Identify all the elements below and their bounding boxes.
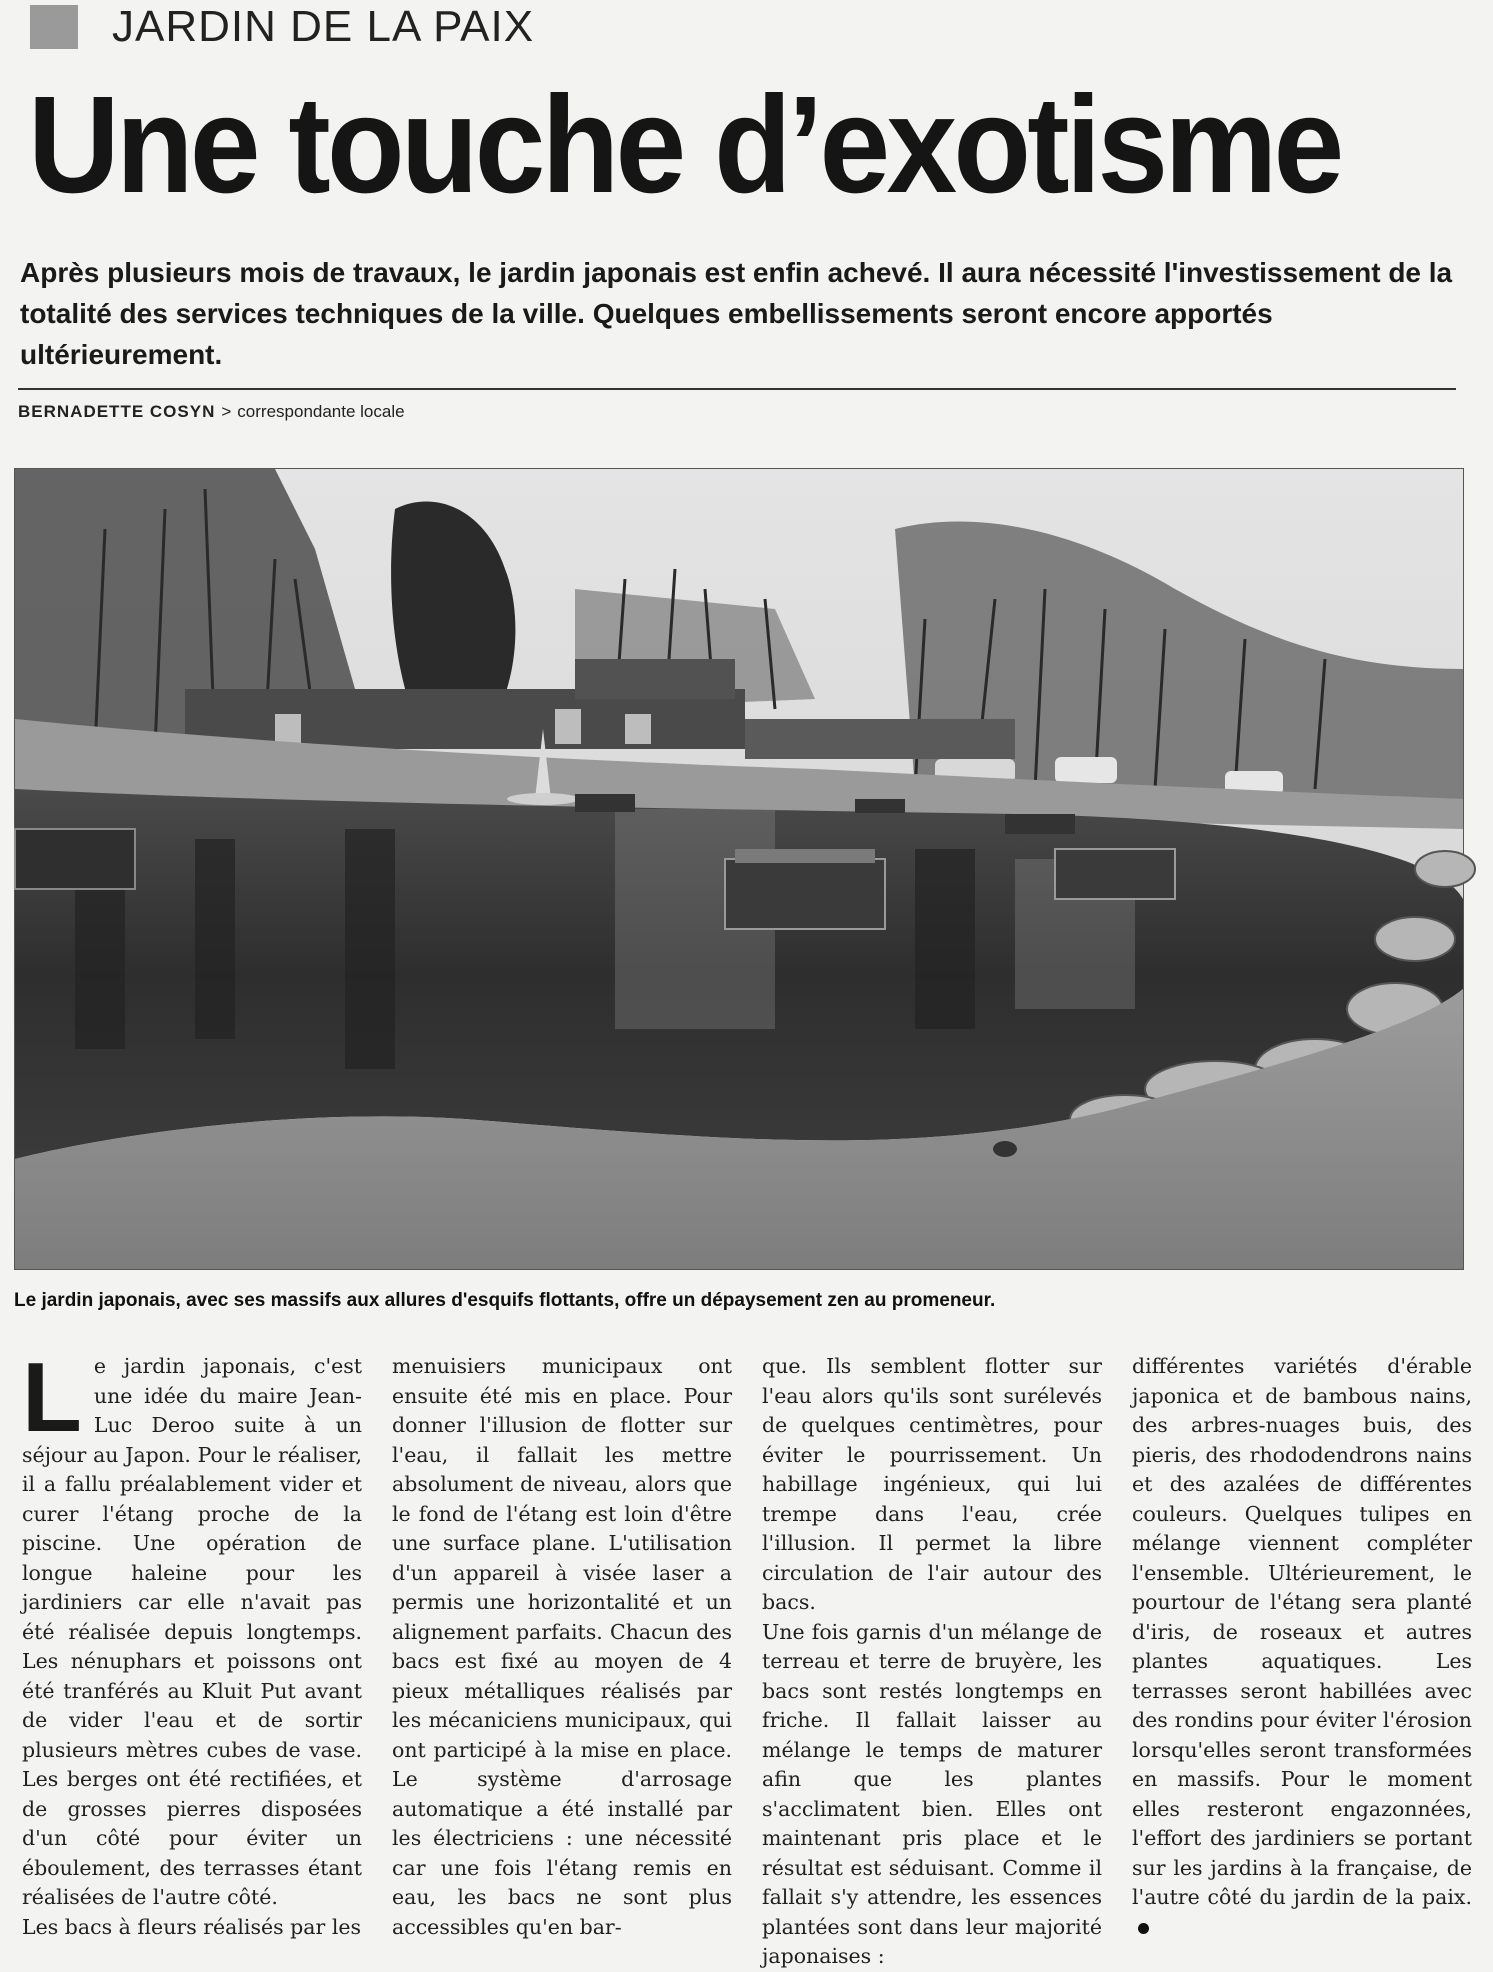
dropcap: L bbox=[22, 1342, 82, 1452]
headline: Une touche d’exotisme bbox=[28, 68, 1341, 222]
divider-rule bbox=[18, 388, 1456, 390]
article-column-4 bbox=[1132, 1352, 1472, 1909]
article-paragraph: menuisiers municipaux ont ensuite été mis en place. Pour donner l'illusion de flotter sur l'eau, il fallait les mettre absolument de niveau, alors que le fond de l'étang est loin d'être une surface plane. L'utilisation d'un appareil à visée laser a permis une horizontalité et un alignement parfaits. Chacun des bacs est fixé au moyen de 4 pieux métalliques réalisés par les mécaniciens municipaux, qui ont participé à la mise en place. Le système d'arrosage automatique a été installé par les électriciens : une nécessité car une fois l'étang remis en eau, les bacs ne sont plus accessibles qu'en bar- bbox=[392, 1354, 732, 1939]
article-paragraph-text: différentes variétés d'érable japonica et de bambous nains, des arbres-nuages buis, des pieris, des rhododendrons nains et des azalées de différentes couleurs. Quelques tulipes en mélange viennent compléter l'ensemble. Ultérieurement, le pourtour de l'étang sera planté d'iris, de roseaux et autres plantes aquatiques. Les terrasses seront habillées avec des rondins pour éviter l'érosion lorsqu'elles seront transformées en massifs. Pour le moment elles resteront engazonnées, l'effort des jardiniers se portant sur les jardins à la française, de l'autre côté du jardin de la paix. bbox=[1132, 1354, 1472, 1909]
article-paragraph: e jardin japonais, c'est une idée du maire Jean-Luc Deroo suite à un séjour au Japon. Pour le réaliser, il a fallu préalablement vider et curer l'étang proche de la piscine. Une opération de longue haleine pour les jardiniers car elle n'avait pas été réalisée depuis longtemps. Les nénuphars et poissons ont été tranférés au Kluit Put avant de vider l'eau et de sortir plusieurs mètres cubes de vase. Les berges ont été rectifiées, et de grosses pierres disposées d'un côté pour éviter un éboulement, des terrasses étant réalisées de l'autre côté. bbox=[22, 1354, 362, 1909]
byline bbox=[18, 402, 405, 422]
photo-caption: Le jardin japonais, avec ses massifs aux allures d'esquifs flottants, offre un dépaysement zen au promeneur. bbox=[14, 1290, 996, 1311]
article-column-1 bbox=[22, 1342, 362, 1939]
article-body bbox=[22, 1342, 1472, 1968]
rubric-text: JARDIN DE LA PAIX bbox=[112, 2, 535, 51]
article-paragraph: que. Ils semblent flotter sur l'eau alors qu'ils sont surélevés de quelques centimètres, pour éviter le pourrissement. Un habillage ingénieux, qui lui trempe dans l'eau, crée l'illusion. Il permet la libre circulation de l'air autour des bacs. bbox=[762, 1354, 1102, 1614]
byline-role: correspondante locale bbox=[237, 402, 405, 421]
pond-photo-illustration bbox=[15, 469, 1463, 1269]
byline-author: BERNADETTE COSYN bbox=[18, 402, 216, 421]
article-photo bbox=[14, 468, 1464, 1270]
article-paragraph: Une fois garnis d'un mélange de terreau et terre de bruyère, les bacs sont restés longtemps en friche. Il fallait laisser au mélange le temps de maturer afin que les plantes s'acclimatent bien. Elles ont maintenant pris place et le résultat est séduisant. Comme il fallait s'y attendre, les essences plantées sont dans leur majorité japonaises : bbox=[762, 1619, 1102, 1968]
article-paragraph bbox=[1132, 1352, 1472, 1942]
section-rubric bbox=[30, 2, 534, 52]
article-paragraph: Les bacs à fleurs réalisés par les bbox=[22, 1914, 362, 1939]
end-mark-icon bbox=[1138, 1923, 1149, 1934]
lead-paragraph: Après plusieurs mois de travaux, le jardin japonais est enfin achevé. Il aura nécessité l'investissement de la totalité des services techniques de la ville. Quelques embellissements seront encore apportés ultérieurement. bbox=[20, 257, 1453, 370]
rubric-square bbox=[30, 5, 78, 49]
article-column-2 bbox=[392, 1352, 732, 1939]
byline-separator: > bbox=[221, 402, 232, 421]
article-column-3 bbox=[762, 1352, 1102, 1968]
